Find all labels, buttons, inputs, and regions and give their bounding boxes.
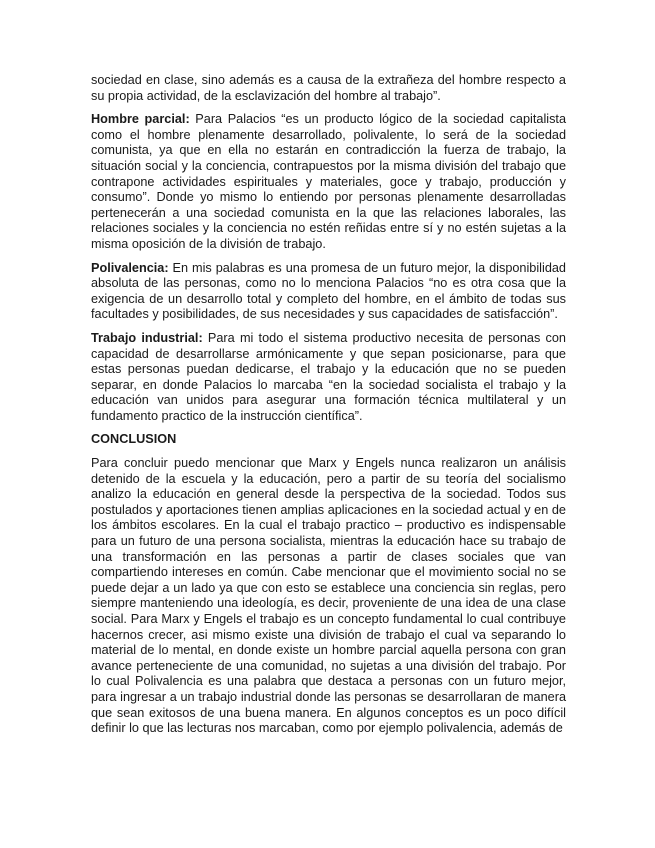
definition-text: En mis palabras es una promesa de un futuro mejor, la disponibilidad absoluta de las personas, como no lo menciona Palacios “no es otra cosa que la exigencia de un desarrollo total y completo del hombre, en el ámbito de todas sus facultades y posibilidades, de sus necesidades y sus capacidades de satisfacción”. (91, 260, 566, 322)
definition-trabajo-industrial (91, 331, 566, 425)
intro-paragraph: sociedad en clase, sino además es a causa de la extrañeza del hombre respecto a su propia actividad, de la esclavización del hombre al trabajo”. (91, 73, 566, 103)
document-page (91, 73, 566, 745)
definition-text: Para Palacios “es un producto lógico de la sociedad capitalista como el hombre plenamente desarrollado, polivalente, lo será de la sociedad comunista, ya que en ella no estarán en contradicción la fuerza de trabajo, la situación social y la conciencia, contrapuestos por la misma división del trabajo que contrapone actividades espirituales y materiales, goce y trabajo, producción y consumo”. Donde yo mismo lo entiendo por personas plenamente desarrolladas pertenecerán a una sociedad comunista en la que las relaciones laborales, las relaciones sociales y la conciencia no estén reñidas entre sí y no estén sujetas a la misma oposición de la división de trabajo. (91, 112, 567, 251)
section-heading-conclusion: CONCLUSION (91, 432, 177, 447)
definition-term: Hombre parcial: (91, 112, 190, 127)
definition-term: Polivalencia: (91, 260, 169, 275)
definition-text: Para mi todo el sistema productivo necesita de personas con capacidad de desarrollarse armónicamente y que sepan posicionarse, para que estas personas puedan dedicarse, el trabajo y la educación que no se pueden separar, en donde Palacios lo marcaba “en la sociedad socialista el trabajo y la educación van unidos para asegurar una formación técnica multilateral y un fundamento practico de la instrucción científica”. (91, 330, 566, 423)
conclusion-paragraph: Para concluir puedo mencionar que Marx y Engels nunca realizaron un análisis detenido de la escuela y la educación, pero a partir de su teoría del socialismo analizo la educación en general desde la perspectiva de la sociedad. Todos sus postulados y aportaciones tienen amplias aplicaciones en la sociedad actual y en de los ámbitos escolares. En la cual el trabajo practico – productivo es indispensable para un futuro de una persona socialista, mientras la educación hace su trabajo de una transformación en las personas a partir de clases sociales que van compartiendo intereses en común. Cabe mencionar que el movimiento social no se puede dejar a un lado ya que con esto se establece una conciencia sin reglas, pero siempre manteniendo una ideología, es decir, proveniente de una idea de una clase social. Para Marx y Engels el trabajo es un concepto fundamental lo cual contribuye hacernos crecer, asi mismo existe una división de trabajo el cual va separando lo material de lo mental, en donde existe un hombre parcial aquella persona con gran avance perteneciente de una comunidad, no sujetas a una división del trabajo. Por lo cual Polivalencia es una palabra que destaca a personas con un futuro mejor, para ingresar a un trabajo industrial donde las personas se desarrollaran de manera que sean exitosos de una buena manera. En algunos conceptos es un poco difícil definir lo que las lecturas nos marcaban, como por ejemplo polivalencia, además de (91, 456, 566, 736)
definition-term: Trabajo industrial: (91, 330, 203, 345)
definition-polivalencia (91, 261, 566, 323)
definition-hombre-parcial (91, 112, 566, 252)
